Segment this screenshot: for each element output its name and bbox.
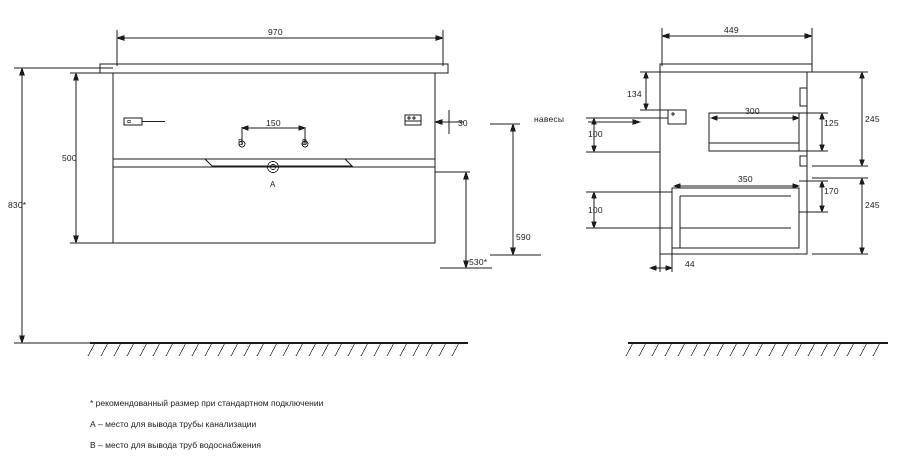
legend-note-a: А – место для вывода трубы канализации [90, 419, 257, 429]
dimension-label-height-830: 830* [8, 200, 27, 210]
marker-label-b-left: В [238, 138, 244, 147]
dimension-label-100-bottom: 100 [588, 205, 603, 215]
dimension-label-height-500: 500 [62, 153, 77, 163]
dimension-label-245-bottom: 245 [865, 200, 880, 210]
dimension-label-350: 350 [738, 174, 753, 184]
marker-label-a: А [270, 180, 276, 189]
dimension-label-width-970: 970 [268, 27, 283, 37]
dimension-label-300: 300 [745, 106, 760, 116]
dimension-label-30: 30 [458, 118, 468, 128]
dimension-label-590: 590 [516, 232, 531, 242]
legend-note-standard-size: * рекомендованный размер при стандартном подключении [90, 398, 324, 408]
dimension-label-134: 134 [627, 89, 642, 99]
dimension-label-150: 150 [266, 118, 281, 128]
dimension-label-170: 170 [824, 186, 839, 196]
callout-label-hangers: навесы [534, 114, 565, 124]
dimension-label-100-top: 100 [588, 129, 603, 139]
dimension-label-125: 125 [824, 118, 839, 128]
dimension-label-530: 530* [469, 257, 488, 267]
dimension-label-depth-449: 449 [724, 25, 739, 35]
legend-note-b: В – место для вывода труб водоснабжения [90, 440, 261, 450]
dimension-label-245-top: 245 [865, 114, 880, 124]
dimension-label-44: 44 [685, 259, 695, 269]
marker-label-b-right: В [302, 138, 308, 147]
